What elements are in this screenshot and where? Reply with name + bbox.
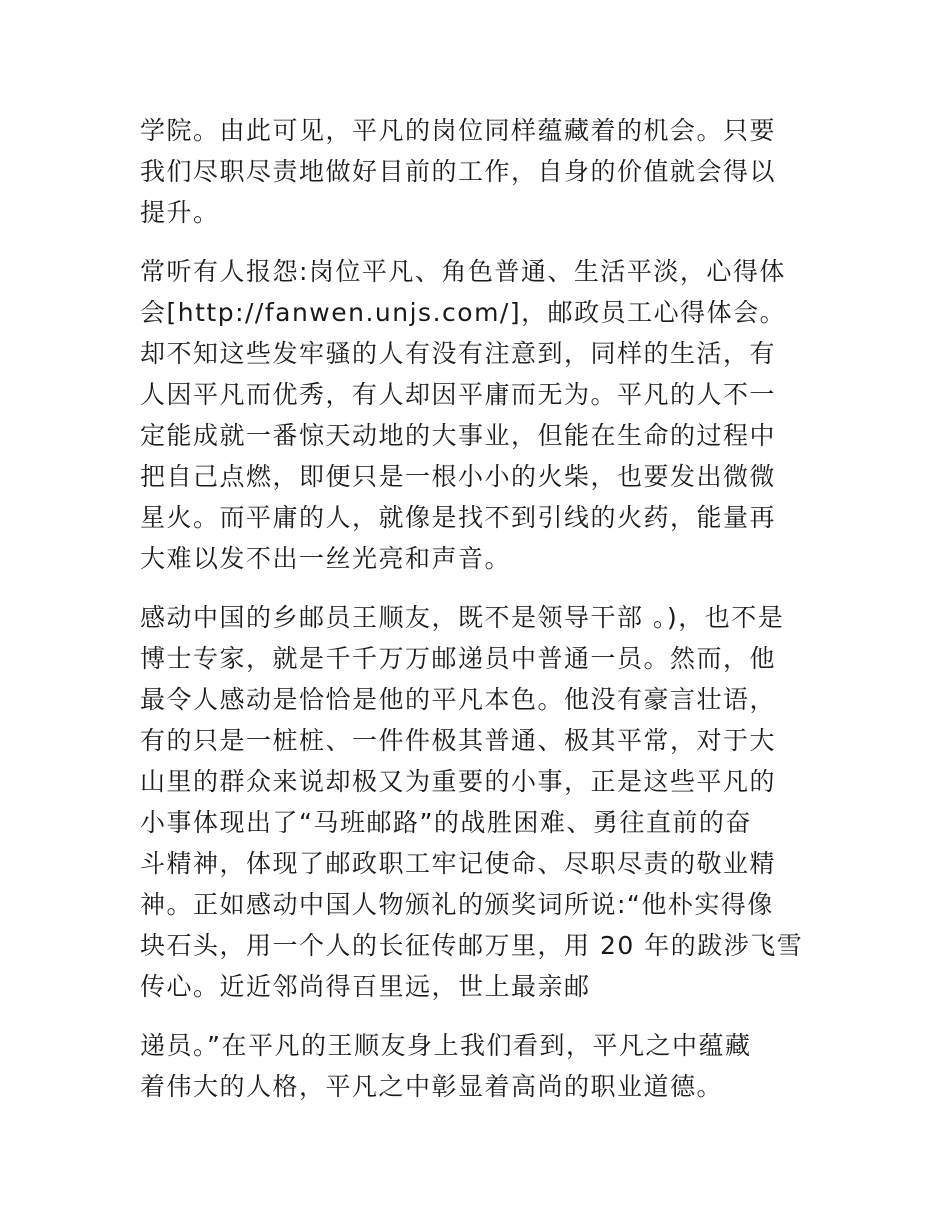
text-line: 博士专家，就是千千万万邮递员中普通一员。然而，他 [140, 644, 777, 673]
text-line: 定能成就一番惊天动地的大事业，但能在生命的过程中 [140, 421, 777, 450]
paragraph-3 [140, 597, 820, 1007]
text-line: 神。正如感动中国人物颁礼的颁奖词所说:“他朴实得像 [140, 890, 774, 919]
text-line: 会[http://fanwen.unjs.com/]，邮政员工心得体会。 [140, 298, 787, 327]
text-line: 我们尽职尽责地做好目前的工作，自身的价值就会得以 [140, 157, 777, 186]
text-line: 常听有人报怨:岗位平凡、角色普通、生活平淡，心得体 [140, 257, 786, 286]
text-line: 山里的群众来说却极又为重要的小事，正是这些平凡的 [140, 767, 777, 796]
text-line: 星火。而平庸的人，就像是找不到引线的火药，能量再 [140, 503, 777, 532]
text-line: 传心。近近邻尚得百里远，世上最亲邮 [140, 972, 591, 1001]
paragraph-2 [140, 251, 820, 579]
text-line: 最令人感动是恰恰是他的平凡本色。他没有豪言壮语， [140, 685, 777, 714]
text-line: 人因平凡而优秀，有人却因平庸而无为。平凡的人不一 [140, 380, 777, 409]
text-line: 学院。由此可见，平凡的岗位同样蕴藏着的机会。只要 [140, 116, 777, 145]
text-line: 却不知这些发牢骚的人有没有注意到，同样的生活，有 [140, 339, 777, 368]
text-line: 把自己点燃，即便只是一根小小的火柴，也要发出微微 [140, 462, 777, 491]
text-line: 小事体现出了“马班邮路”的战胜困难、勇往直前的奋 [140, 808, 752, 837]
paragraph-1 [140, 110, 820, 233]
text-line: 有的只是一桩桩、一件件极其普通、极其平常，对于大 [140, 726, 777, 755]
text-line: 感动中国的乡邮员王顺友，既不是领导干部 。)，也不是 [140, 603, 785, 632]
text-line: 大难以发不出一丝光亮和声音。 [140, 544, 512, 573]
text-line: 斗精神，体现了邮政职工牢记使命、尽职尽责的敬业精 [140, 849, 777, 878]
text-line: 提升。 [140, 198, 220, 227]
document-page [140, 110, 820, 1125]
paragraph-4 [140, 1025, 820, 1107]
text-line: 着伟大的人格，平凡之中彰显着高尚的职业道德。 [140, 1072, 724, 1101]
text-line: 递员。”在平凡的王顺友身上我们看到，平凡之中蕴藏 [140, 1031, 752, 1060]
text-line: 块石头，用一个人的长征传邮万里，用 20 年的跋涉飞雪 [140, 931, 804, 960]
